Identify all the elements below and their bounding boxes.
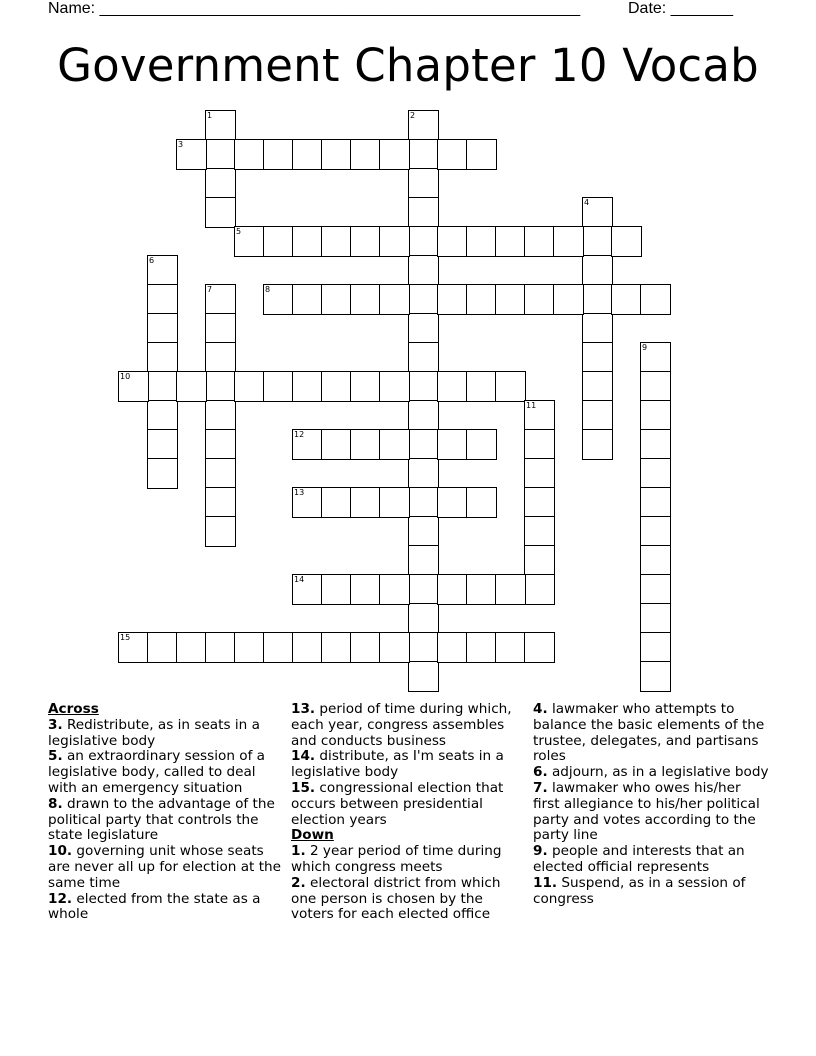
- grid-cell[interactable]: [524, 545, 555, 576]
- clue-down-2: 2. electoral district from which one person is chosen by the voters for each elected office: [291, 874, 501, 923]
- grid-cell[interactable]: [205, 284, 236, 315]
- grid-cell[interactable]: [350, 429, 381, 460]
- grid-cell[interactable]: [582, 342, 613, 373]
- grid-cell[interactable]: [147, 342, 178, 373]
- grid-cell[interactable]: [524, 632, 555, 663]
- grid-cell[interactable]: [321, 226, 352, 257]
- grid-cell[interactable]: [263, 371, 294, 402]
- grid-cell[interactable]: [495, 574, 526, 605]
- grid-cell[interactable]: [408, 284, 439, 315]
- clue-across-12: 12. elected from the state as a whole: [48, 890, 261, 923]
- grid-cell[interactable]: [640, 342, 671, 373]
- grid-cell[interactable]: [524, 487, 555, 518]
- clue-across-5: 5. an extraordinary session of a legislative body, called to deal with an emergency situation: [48, 748, 266, 796]
- grid-cell[interactable]: [263, 226, 294, 257]
- grid-cell[interactable]: [147, 400, 178, 431]
- grid-cell[interactable]: [350, 226, 381, 257]
- clue-number: 2: [410, 111, 416, 120]
- grid-cell[interactable]: [466, 632, 497, 663]
- grid-cell[interactable]: [292, 632, 323, 663]
- grid-cell[interactable]: [379, 371, 410, 402]
- grid-cell[interactable]: [234, 371, 265, 402]
- grid-cell[interactable]: [379, 226, 410, 257]
- clue-down-7: 7. lawmaker who owes his/her first allegiance to his/her political party and votes according to the party line: [533, 779, 760, 844]
- grid-cell[interactable]: [379, 139, 410, 170]
- grid-cell[interactable]: [408, 574, 439, 605]
- clues-column-3: [533, 702, 769, 907]
- grid-cell[interactable]: [205, 110, 236, 141]
- grid-cell[interactable]: [408, 313, 439, 344]
- grid-cell[interactable]: [408, 371, 439, 402]
- grid-cell[interactable]: [524, 226, 555, 257]
- grid-cell[interactable]: [408, 603, 439, 634]
- clue-across-14: 14. distribute, as I'm seats in a legislative body: [291, 748, 504, 781]
- grid-cell[interactable]: [582, 255, 613, 286]
- grid-cell[interactable]: [437, 226, 468, 257]
- grid-cell[interactable]: [205, 400, 236, 431]
- grid-cell[interactable]: [292, 487, 323, 518]
- grid-cell[interactable]: [408, 110, 439, 141]
- clue-number: 1: [207, 111, 213, 120]
- grid-cell[interactable]: [437, 429, 468, 460]
- grid-cell[interactable]: [292, 574, 323, 605]
- grid-cell[interactable]: [205, 487, 236, 518]
- grid-cell[interactable]: [205, 313, 236, 344]
- clue-across-8: 8. drawn to the advantage of the political party that controls the state legislature: [48, 795, 275, 844]
- grid-cell[interactable]: [350, 574, 381, 605]
- grid-cell[interactable]: [321, 371, 352, 402]
- grid-cell[interactable]: [292, 284, 323, 315]
- grid-cell[interactable]: [263, 139, 294, 170]
- grid-cell[interactable]: [582, 371, 613, 402]
- grid-cell[interactable]: [553, 226, 584, 257]
- grid-cell[interactable]: [582, 400, 613, 431]
- grid-cell[interactable]: [379, 574, 410, 605]
- grid-cell[interactable]: [321, 139, 352, 170]
- grid-cell[interactable]: [408, 168, 439, 199]
- clue-number: 11: [526, 401, 537, 410]
- grid-cell[interactable]: [147, 255, 178, 286]
- grid-cell[interactable]: [176, 371, 207, 402]
- grid-cell[interactable]: [408, 255, 439, 286]
- grid-cell[interactable]: [524, 516, 555, 547]
- grid-cell[interactable]: [147, 429, 178, 460]
- grid-cell[interactable]: [379, 487, 410, 518]
- grid-cell[interactable]: [118, 371, 149, 402]
- clue-across-3: 3. Redistribute, as in seats in a legislative body: [48, 716, 260, 749]
- clues-column-2: [291, 702, 527, 923]
- grid-cell[interactable]: [379, 284, 410, 315]
- clue-down-6: 6. adjourn, as in a legislative body: [533, 764, 769, 781]
- clue-down-9: 9. people and interests that an elected official represents: [533, 843, 745, 875]
- grid-cell[interactable]: [379, 632, 410, 663]
- grid-cell[interactable]: [640, 371, 671, 402]
- grid-cell[interactable]: [524, 284, 555, 315]
- grid-cell[interactable]: [524, 574, 555, 605]
- grid-cell[interactable]: [408, 458, 439, 489]
- grid-cell[interactable]: [379, 429, 410, 460]
- grid-cell[interactable]: [321, 574, 352, 605]
- clue-number: 13: [294, 488, 305, 497]
- grid-cell[interactable]: [640, 458, 671, 489]
- grid-cell[interactable]: [205, 516, 236, 547]
- grid-cell[interactable]: [640, 516, 671, 547]
- grid-cell[interactable]: [524, 400, 555, 431]
- grid-cell[interactable]: [408, 487, 439, 518]
- grid-cell[interactable]: [408, 226, 439, 257]
- grid-cell[interactable]: [321, 429, 352, 460]
- clue-number: 9: [642, 343, 648, 352]
- grid-cell[interactable]: [495, 226, 526, 257]
- grid-cell[interactable]: [437, 139, 468, 170]
- clue-number: 4: [584, 198, 590, 207]
- grid-cell[interactable]: [292, 139, 323, 170]
- grid-cell[interactable]: [234, 226, 265, 257]
- grid-cell[interactable]: [408, 342, 439, 373]
- clue-number: 3: [178, 140, 184, 149]
- across-heading: Across: [48, 701, 99, 717]
- grid-cell[interactable]: [118, 632, 149, 663]
- grid-cell[interactable]: [437, 632, 468, 663]
- grid-cell[interactable]: [640, 603, 671, 634]
- grid-cell[interactable]: [205, 632, 236, 663]
- grid-cell[interactable]: [582, 284, 613, 315]
- grid-cell[interactable]: [582, 429, 613, 460]
- grid-cell[interactable]: [466, 429, 497, 460]
- grid-cell[interactable]: [408, 516, 439, 547]
- grid-cell[interactable]: [205, 168, 236, 199]
- clue-number: 15: [120, 633, 131, 642]
- clue-number: 6: [149, 256, 155, 265]
- grid-cell[interactable]: [147, 284, 178, 315]
- grid-cell[interactable]: [292, 371, 323, 402]
- page-title: Government Chapter 10 Vocab: [57, 39, 759, 92]
- grid-cell[interactable]: [205, 458, 236, 489]
- grid-cell[interactable]: [350, 487, 381, 518]
- grid-cell[interactable]: [640, 545, 671, 576]
- grid-cell[interactable]: [524, 429, 555, 460]
- grid-cell[interactable]: [466, 371, 497, 402]
- clue-number: 8: [265, 285, 271, 294]
- grid-cell[interactable]: [292, 226, 323, 257]
- grid-cell[interactable]: [205, 342, 236, 373]
- grid-cell[interactable]: [611, 226, 642, 257]
- grid-cell[interactable]: [582, 313, 613, 344]
- grid-cell[interactable]: [640, 487, 671, 518]
- grid-cell[interactable]: [350, 284, 381, 315]
- clue-number: 10: [120, 372, 131, 381]
- clue-number: 5: [236, 227, 242, 236]
- grid-cell[interactable]: [640, 661, 671, 692]
- grid-cell[interactable]: [234, 139, 265, 170]
- grid-cell[interactable]: [408, 632, 439, 663]
- grid-cell[interactable]: [553, 284, 584, 315]
- grid-cell[interactable]: [350, 632, 381, 663]
- grid-cell[interactable]: [205, 139, 236, 170]
- grid-cell[interactable]: [437, 284, 468, 315]
- grid-cell[interactable]: [205, 429, 236, 460]
- grid-cell[interactable]: [176, 139, 207, 170]
- clue-across-10: 10. governing unit whose seats are never all up for election at the same time: [48, 843, 282, 891]
- grid-cell[interactable]: [350, 371, 381, 402]
- grid-cell[interactable]: [524, 458, 555, 489]
- grid-cell[interactable]: [350, 139, 381, 170]
- grid-cell[interactable]: [205, 371, 236, 402]
- clues-column-1: [48, 702, 284, 923]
- name-field[interactable]: Name: ______________________________________________________: [48, 0, 581, 17]
- grid-cell[interactable]: [408, 545, 439, 576]
- clue-across-13: 13. period of time during which, each year, congress assembles and conducts business: [291, 701, 512, 749]
- grid-cell[interactable]: [466, 574, 497, 605]
- clue-down-4: 4. lawmaker who attempts to balance the basic elements of the trustee, delegates, and partisans roles: [533, 701, 765, 765]
- grid-cell[interactable]: [321, 487, 352, 518]
- grid-cell[interactable]: [321, 632, 352, 663]
- grid-cell[interactable]: [147, 458, 178, 489]
- grid-cell[interactable]: [234, 632, 265, 663]
- grid-cell[interactable]: [437, 574, 468, 605]
- grid-cell[interactable]: [640, 574, 671, 605]
- grid-cell[interactable]: [292, 429, 323, 460]
- grid-cell[interactable]: [408, 400, 439, 431]
- grid-cell[interactable]: [147, 313, 178, 344]
- grid-cell[interactable]: [640, 400, 671, 431]
- grid-cell[interactable]: [321, 284, 352, 315]
- clue-down-1: 1. 2 year period of time during which congress meets: [291, 843, 502, 875]
- grid-cell[interactable]: [466, 139, 497, 170]
- clue-number: 7: [207, 285, 213, 294]
- clue-across-15: 15. congressional election that occurs between presidential election years: [291, 779, 504, 828]
- grid-cell[interactable]: [408, 139, 439, 170]
- grid-cell[interactable]: [582, 226, 613, 257]
- grid-cell[interactable]: [263, 632, 294, 663]
- grid-cell[interactable]: [466, 487, 497, 518]
- grid-cell[interactable]: [263, 284, 294, 315]
- grid-cell[interactable]: [495, 284, 526, 315]
- grid-cell[interactable]: [495, 632, 526, 663]
- grid-cell[interactable]: [437, 487, 468, 518]
- clue-number: 14: [294, 575, 305, 584]
- grid-cell[interactable]: [437, 371, 468, 402]
- down-heading: Down: [291, 827, 334, 844]
- clue-number: 12: [294, 430, 305, 439]
- grid-cell[interactable]: [611, 284, 642, 315]
- grid-cell[interactable]: [147, 371, 178, 402]
- grid-cell[interactable]: [408, 429, 439, 460]
- clue-down-11: 11. Suspend, as in a session of congress: [533, 874, 746, 907]
- grid-cell[interactable]: [640, 632, 671, 663]
- grid-cell[interactable]: [582, 197, 613, 228]
- grid-cell[interactable]: [495, 371, 526, 402]
- grid-cell[interactable]: [408, 197, 439, 228]
- grid-cell[interactable]: [466, 226, 497, 257]
- grid-cell[interactable]: [640, 429, 671, 460]
- date-field[interactable]: Date: _______: [628, 0, 733, 17]
- grid-cell[interactable]: [408, 661, 439, 692]
- grid-cell[interactable]: [176, 632, 207, 663]
- grid-cell[interactable]: [147, 632, 178, 663]
- grid-cell[interactable]: [640, 284, 671, 315]
- grid-cell[interactable]: [466, 284, 497, 315]
- grid-cell[interactable]: [205, 197, 236, 228]
